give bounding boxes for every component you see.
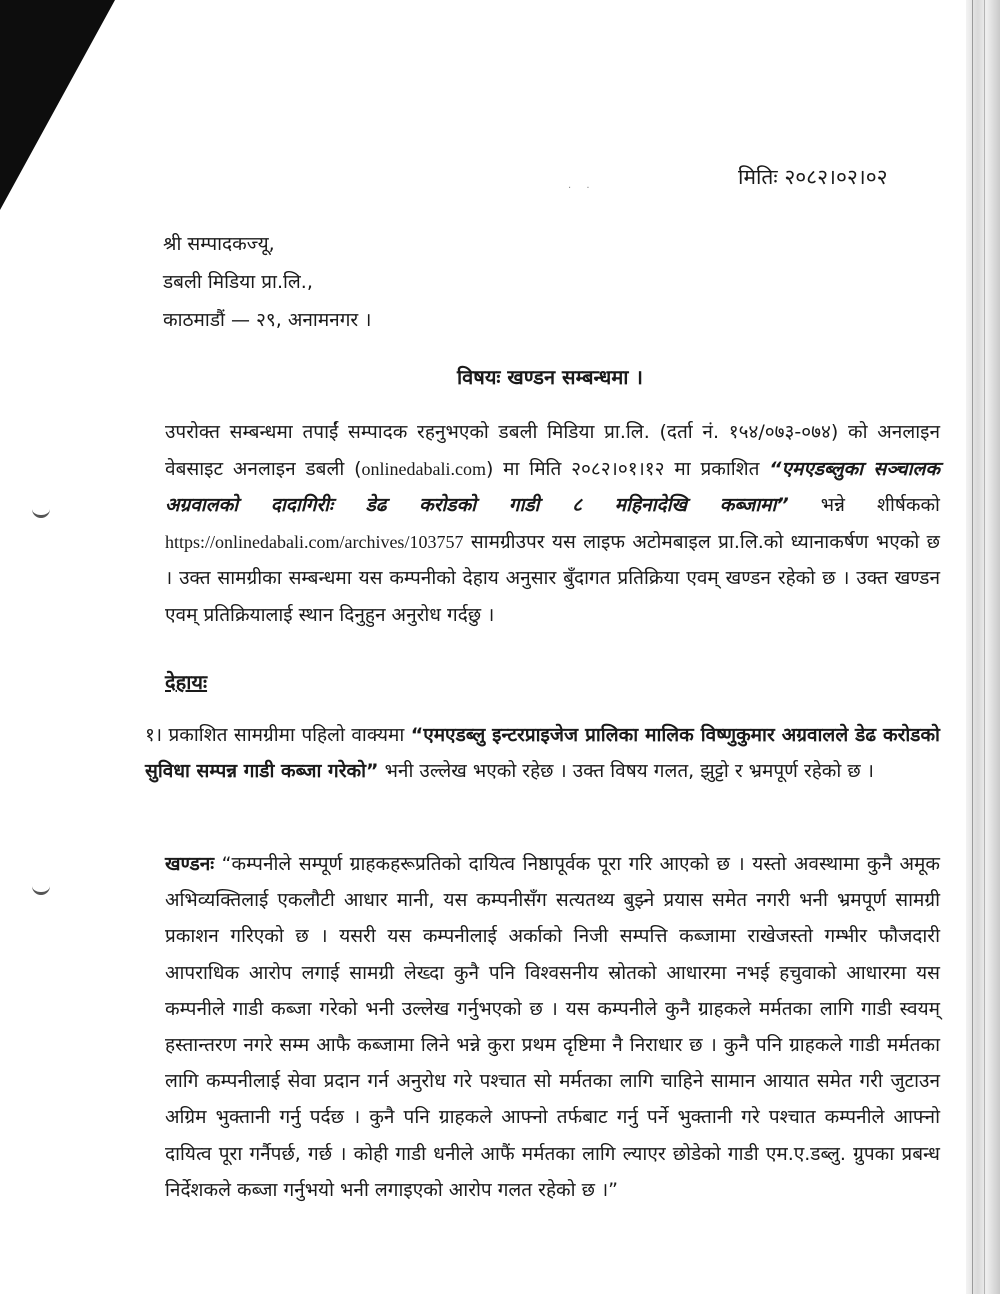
refutation-text: “कम्पनीले सम्पूर्ण ग्राहकहरूप्रतिको दायित्व निष्ठापूर्वक पूरा गरि आएको छ । यस्तो अवस्थामा कुनै अमूक अभिव्यक्तिलाई एकलौटी आधार मानी, यस कम्पनीसँग सत्यतथ्य बुझ्ने प्रयास समेत नगरी भनी भ्रमपूर्ण सामग्री प्रकाशन गरिएको छ । यसरी यस कम्पनीलाई अर्काको निजी सम्पत्ति कब्जामा राखेजस्तो गम्भीर फौजदारी आपराधिक आरोप लगाई सामग्री लेख्दा कुनै पनि विश्वसनीय स्रोतको आधारमा नभई हचुवाको आधारमा यस कम्पनीले गाडी कब्जा गरेको भनी उल्लेख गर्नुभएको छ । यस कम्पनीले कुनै ग्राहकले मर्मतका लागि गाडी स्वयम् हस्तान्तरण नगरे सम्म आफै कब्जामा लिने भन्ने कुरा प्रथम दृष्टिमा नै निराधार छ । कुनै पनि ग्राहकले गाडी मर्मतका लागि कम्पनीलाई सेवा प्रदान गर्न अनुरोध गरे पश्चात सो मर्मतका लागि चाहिने सामान आयात समेत गरी जुटाउन अग्रिम भुक्तानी गर्नु पर्दछ । कुनै पनि ग्राहकले आफ्नो तर्फबाट गर्नु पर्ने भुक्तानी गरे पश्चात कम्पनीले आफ्नो दायित्व पूरा गर्नैपर्छ, गर्छ । कोही गाडी धनीले आफैं मर्मतका लागि ल्याएर छोडेको गाडी एम.ए.डब्लु. ग्रुपका प्रबन्ध निर्देशकले कब्जा गर्नुभयो भनी लगाइएको आरोप गलत रहेको छ ।” xyxy=(165,853,940,1201)
details-heading: देहायः xyxy=(165,670,208,694)
letter-subject: विषयः खण्डन सम्बन्धमा । xyxy=(456,365,644,389)
article-headline: “एमएडब्लुका सञ्चालक अग्रवालको दादागिरीः डेढ करोडको गाडी ८ महिनादेखि कब्जामा” xyxy=(165,457,940,516)
point-1-prefix: १। प्रकाशित सामग्रीमा पहिलो वाक्यमा xyxy=(145,724,411,746)
intro-paragraph xyxy=(165,414,940,633)
point-1-suffix: भनी उल्लेख भएको रहेछ । उक्त विषय गलत, झुट्टो र भ्रमपूर्ण रहेको छ । xyxy=(378,760,874,782)
intro-text-2: ) मा मिति २०८२।०१।१२ मा प्रकाशित xyxy=(485,457,770,480)
letter-date: मितिः २०८२।०२।०२ xyxy=(738,165,888,189)
article-url: https://onlinedabali.com/archives/103757 xyxy=(165,531,464,552)
intro-text-3: भन्ने शीर्षकको xyxy=(788,494,940,516)
recipient-line-location: काठमाडौं — २९, अनामनगर । xyxy=(163,309,372,331)
refutation-paragraph xyxy=(165,846,940,1208)
scan-speck: · · xyxy=(568,183,596,194)
refutation-label: खण्डनः xyxy=(165,853,215,875)
recipient-line-company: डबली मिडिया प्रा.लि., xyxy=(163,271,313,293)
recipient-address xyxy=(163,225,371,339)
point-1-quote: “एमएडब्लु इन्टरप्राइजेज प्रालिका मालिक विष्णुकुमार अग्रवालले डेढ करोडको सुविधा सम्पन्न गाडी कब्जा गरेको” xyxy=(145,724,940,782)
intro-text-4: सामग्रीउपर यस लाइफ अटोमबाइल प्रा.लि.को ध्यानाकर्षण भएको छ । उक्त सामग्रीका सम्बन्धमा यस कम्पनीको देहाय अनुसार बुँदागत प्रतिक्रिया एवम् खण्डन रहेको छ । उक्त खण्डन एवम् प्रतिक्रियालाई स्थान दिनुहुन अनुरोध गर्दछु । xyxy=(165,530,940,626)
point-1 xyxy=(145,717,940,789)
site-name: onlinedabali.com xyxy=(361,458,486,479)
recipient-line-title: श्री सम्पादकज्यू, xyxy=(163,233,275,255)
intro-text-1: उपरोक्त सम्बन्धमा तपाईं सम्पादक रहनुभएको डबली मिडिया प्रा.लि. (दर्ता नं. १५४/०७३-०७४) को अनलाइन वेबसाइट अनलाइन डबली ( xyxy=(165,421,940,480)
